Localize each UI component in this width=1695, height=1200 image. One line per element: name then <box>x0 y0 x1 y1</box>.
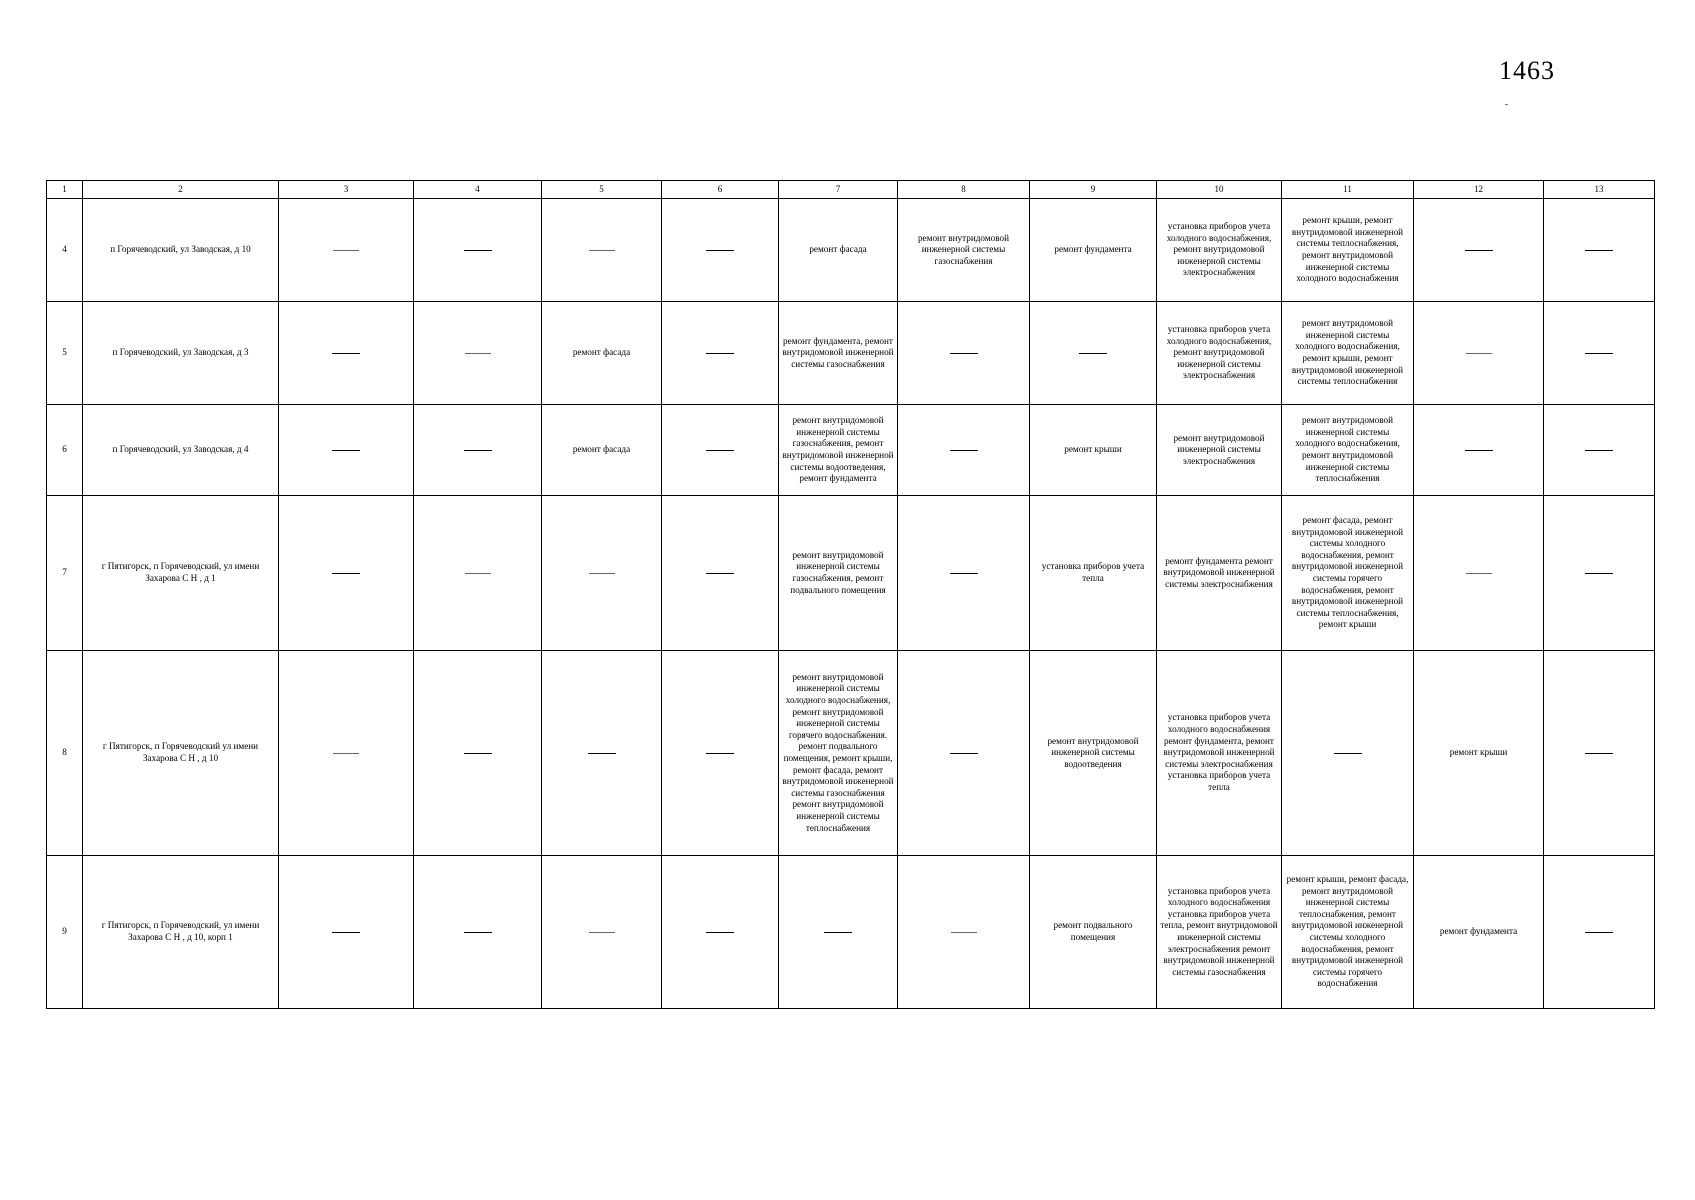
work-cell: ремонт крыши <box>1030 405 1157 496</box>
dash-mark <box>333 250 359 251</box>
work-cell: ремонт внутридомовой инженерной системы газоснабжения, ремонт внутридомовой инженерной системы водоотведения, ремонт фундамента <box>779 405 898 496</box>
dash-mark <box>1585 450 1613 451</box>
empty-cell <box>898 856 1030 1009</box>
dash-mark <box>464 932 492 933</box>
empty-cell <box>662 856 779 1009</box>
page-number: 1463 <box>1499 56 1555 85</box>
dash-mark <box>706 450 734 451</box>
table-row <box>47 405 1655 496</box>
work-cell: установка приборов учета холодного водоснабжения установка приборов учета тепла, ремонт внутридомовой инженерной системы электроснабжения ремонт внутридомовой инженерной системы газоснабжения <box>1157 856 1282 1009</box>
empty-cell <box>1544 405 1655 496</box>
column-header: 10 <box>1157 181 1282 199</box>
empty-cell <box>662 651 779 856</box>
dash-mark <box>950 573 978 574</box>
address-cell: г Пятигорск, п Горячеводский ул имени Захарова С Н , д 10 <box>83 651 279 856</box>
column-header: 3 <box>279 181 414 199</box>
column-header: 8 <box>898 181 1030 199</box>
dash-mark <box>465 353 491 354</box>
column-header: 1 <box>47 181 83 199</box>
work-cell: ремонт внутридомовой инженерной системы электроснабжения <box>1157 405 1282 496</box>
dash-mark <box>1465 250 1493 251</box>
empty-cell <box>279 302 414 405</box>
dash-mark <box>464 250 492 251</box>
dash-mark <box>706 753 734 754</box>
work-cell: ремонт фасада <box>542 405 662 496</box>
empty-cell <box>279 856 414 1009</box>
work-cell: установка приборов учета холодного водоснабжения ремонт фундамента, ремонт внутридомовой инженерной системы электроснабжения установка приборов учета тепла <box>1157 651 1282 856</box>
dash-mark <box>706 250 734 251</box>
empty-cell <box>1414 302 1544 405</box>
column-header: 7 <box>779 181 898 199</box>
empty-cell <box>662 302 779 405</box>
table-row <box>47 856 1655 1009</box>
work-cell: ремонт крыши, ремонт внутридомовой инженерной системы теплоснабжения, ремонт внутридомовой инженерной системы холодного водоснабжения <box>1282 199 1414 302</box>
dash-mark <box>332 353 360 354</box>
dash-mark <box>1079 353 1107 354</box>
work-cell: ремонт фасада, ремонт внутридомовой инженерной системы холодного водоснабжения, ремонт внутридомовой инженерной системы горячего водоснабжения, ремонт внутридомовой инженерной системы теплоснабжения, ремонт крыши <box>1282 496 1414 651</box>
work-cell: ремонт фундамента ремонт внутридомовой инженерной системы электроснабжения <box>1157 496 1282 651</box>
dash-mark <box>1585 250 1613 251</box>
work-cell: ремонт крыши, ремонт фасада, ремонт внутридомовой инженерной системы теплоснабжения, ремонт внутридомовой инженерной системы холодного водоснабжения, ремонт внутридомовой инженерной системы горячего водоснабжения <box>1282 856 1414 1009</box>
address-cell: п Горячеводский, ул Заводская, д 10 <box>83 199 279 302</box>
table-row <box>47 496 1655 651</box>
work-cell: ремонт фундамента, ремонт внутридомовой инженерной системы газоснабжения <box>779 302 898 405</box>
address-cell: г Пятигорск, п Горячеводский, ул имени Захарова С Н , д 1 <box>83 496 279 651</box>
dash-mark <box>706 932 734 933</box>
dash-mark <box>589 932 615 933</box>
row-number: 9 <box>47 856 83 1009</box>
row-number: 4 <box>47 199 83 302</box>
empty-cell <box>1544 651 1655 856</box>
column-header: 12 <box>1414 181 1544 199</box>
address-cell: п Горячеводский, ул Заводская, д 3 <box>83 302 279 405</box>
empty-cell <box>662 199 779 302</box>
empty-cell <box>779 856 898 1009</box>
empty-cell <box>542 199 662 302</box>
table-row <box>47 199 1655 302</box>
column-header: 2 <box>83 181 279 199</box>
empty-cell <box>414 856 542 1009</box>
scan-mark <box>1505 104 1508 105</box>
empty-cell <box>414 302 542 405</box>
work-cell: установка приборов учета холодного водоснабжения, ремонт внутридомовой инженерной системы электроснабжения <box>1157 302 1282 405</box>
empty-cell <box>414 405 542 496</box>
row-number: 7 <box>47 496 83 651</box>
dash-mark <box>824 932 852 933</box>
empty-cell <box>279 199 414 302</box>
dash-mark <box>464 450 492 451</box>
empty-cell <box>1414 405 1544 496</box>
address-cell: г Пятигорск, п Горячеводский, ул имени Захарова С Н , д 10, корп 1 <box>83 856 279 1009</box>
empty-cell <box>1544 302 1655 405</box>
column-number-row <box>47 181 1655 199</box>
empty-cell <box>279 405 414 496</box>
empty-cell <box>542 856 662 1009</box>
empty-cell <box>542 651 662 856</box>
empty-cell <box>1282 651 1414 856</box>
row-number: 6 <box>47 405 83 496</box>
work-cell: ремонт фундамента <box>1414 856 1544 1009</box>
empty-cell <box>1544 856 1655 1009</box>
dash-mark <box>1466 573 1492 574</box>
row-number: 8 <box>47 651 83 856</box>
dash-mark <box>589 573 615 574</box>
empty-cell <box>662 405 779 496</box>
empty-cell <box>279 651 414 856</box>
dash-mark <box>1465 450 1493 451</box>
work-cell: ремонт фундамента <box>1030 199 1157 302</box>
dash-mark <box>706 573 734 574</box>
work-cell: ремонт внутридомовой инженерной системы газоснабжения, ремонт подвального помещения <box>779 496 898 651</box>
dash-mark <box>1334 753 1362 754</box>
table-row <box>47 302 1655 405</box>
empty-cell <box>898 651 1030 856</box>
repair-schedule-table <box>46 180 1655 1009</box>
dash-mark <box>950 353 978 354</box>
empty-cell <box>414 199 542 302</box>
empty-cell <box>414 496 542 651</box>
empty-cell <box>1544 496 1655 651</box>
work-cell: ремонт внутридомовой инженерной системы холодного водоснабжения, ремонт внутридомовой инженерной системы теплоснабжения <box>1282 405 1414 496</box>
dash-mark <box>950 450 978 451</box>
empty-cell <box>1414 496 1544 651</box>
dash-mark <box>332 450 360 451</box>
work-cell: ремонт фасада <box>779 199 898 302</box>
empty-cell <box>662 496 779 651</box>
empty-cell <box>898 496 1030 651</box>
work-cell: ремонт внутридомовой инженерной системы холодного водоснабжения, ремонт крыши, ремонт внутридомовой инженерной системы теплоснабжения <box>1282 302 1414 405</box>
dash-mark <box>465 573 491 574</box>
empty-cell <box>898 405 1030 496</box>
dash-mark <box>464 753 492 754</box>
dash-mark <box>1585 753 1613 754</box>
empty-cell <box>414 651 542 856</box>
column-header: 6 <box>662 181 779 199</box>
work-cell: ремонт внутридомовой инженерной системы газоснабжения <box>898 199 1030 302</box>
dash-mark <box>588 753 616 754</box>
dash-mark <box>1585 932 1613 933</box>
dash-mark <box>1466 353 1492 354</box>
dash-mark <box>333 753 359 754</box>
work-cell: ремонт подвального помещения <box>1030 856 1157 1009</box>
column-header: 9 <box>1030 181 1157 199</box>
empty-cell <box>542 496 662 651</box>
empty-cell <box>1544 199 1655 302</box>
column-header: 11 <box>1282 181 1414 199</box>
dash-mark <box>1585 353 1613 354</box>
row-number: 5 <box>47 302 83 405</box>
work-cell: ремонт внутридомовой инженерной системы холодного водоснабжения, ремонт внутридомовой инженерной системы горячего водоснабжения. ремонт подвального помещения, ремонт крыши, ремонт фасада, ремонт внутридомовой инженерной системы газоснабжения ремонт внутридомовой инженерной системы теплоснабжения <box>779 651 898 856</box>
dash-mark <box>706 353 734 354</box>
table-row <box>47 651 1655 856</box>
dash-mark <box>951 932 977 933</box>
work-cell: ремонт фасада <box>542 302 662 405</box>
column-header: 13 <box>1544 181 1655 199</box>
dash-mark <box>1585 573 1613 574</box>
empty-cell <box>1030 302 1157 405</box>
dash-mark <box>332 573 360 574</box>
dash-mark <box>589 250 615 251</box>
column-header: 5 <box>542 181 662 199</box>
empty-cell <box>1414 199 1544 302</box>
work-cell: установка приборов учета холодного водоснабжения, ремонт внутридомовой инженерной системы электроснабжения <box>1157 199 1282 302</box>
column-header: 4 <box>414 181 542 199</box>
dash-mark <box>950 753 978 754</box>
work-cell: ремонт внутридомовой инженерной системы водоотведения <box>1030 651 1157 856</box>
address-cell: п Горячеводский, ул Заводская, д 4 <box>83 405 279 496</box>
work-cell: ремонт крыши <box>1414 651 1544 856</box>
empty-cell <box>898 302 1030 405</box>
empty-cell <box>279 496 414 651</box>
work-cell: установка приборов учета тепла <box>1030 496 1157 651</box>
dash-mark <box>332 932 360 933</box>
